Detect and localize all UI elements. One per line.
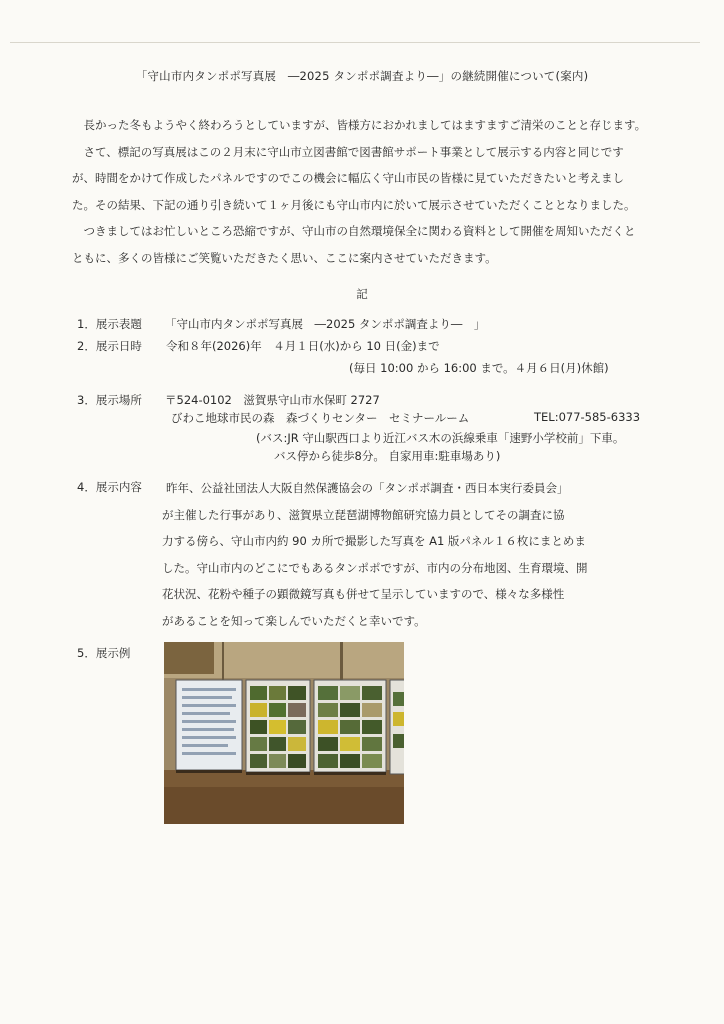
item4-line: 力する傍ら、守山市内約 90 カ所で撮影した写真を A1 版パネル１６枚にまとめま [162,534,586,548]
item4-line: した。守山市内のどこにでもあるタンポポですが、市内の分布地図、生育環境、開 [162,560,588,575]
item3-access-1: (バス:JR 守山駅西口より近江バス木の浜線乗車「速野小学校前」下車。 [256,431,625,445]
item3-postal: 〒524-0102 滋賀県守山市水保町 2727 [165,393,380,407]
item4-line: 昨年、公益社団法人大阪自然保護協会の「タンポポ調査・西日本実行委員会」 [166,481,569,495]
ki-heading: 記 [356,287,368,301]
item4-paragraph [152,475,652,634]
document-title: 「守山市内タンポポ写真展 ―2025 タンポポ調査より―」の継続開催について(案内) [135,69,589,83]
item5-label: 5．展示例 [77,646,131,660]
intro-paragraph [72,112,652,272]
intro-line: た。その結果、下記の通り引き続いて１ヶ月後にも守山市内に於いて展示させていただくこととなりました。 [72,197,636,212]
top-scan-line [10,42,700,43]
item4-line: があることを知って楽しんでいただくと幸いです。 [162,613,426,628]
intro-line: 長かった冬もようやく終わろうとしていますが、皆様方におかれましてはますますご清栄のことと存じます。 [83,118,647,132]
intro-line: つきましてはお忙しいところ恐縮ですが、守山市の自然環境保全に関わる資料として開催を周知いただくと [83,224,636,239]
item1-value: 「守山市内タンポポ写真展 ―2025 タンポポ調査より― 」 [165,317,486,331]
item4-line: が主催した行事があり、滋賀県立琵琶湖博物館研究協力員としてその調査に協 [162,507,565,522]
item4-line: 花状況、花粉や種子の顕微鏡写真も併せて呈示していますので、様々な多様性 [162,587,565,601]
intro-line: ともに、多くの皆様にご笑覧いただきたく思い、ここに案内させていただきます。 [72,250,497,265]
item2-note: (毎日 10:00 から 16:00 まで。４月６日(月)休館) [349,361,609,375]
item1-label: 1．展示表題 [77,317,142,331]
item3-tel: TEL:077-585-6333 [534,410,641,424]
item3-label: 3．展示場所 [77,393,142,407]
item2-value: 令和８年(2026)年 ４月１日(水)から 10 日(金)まで [166,339,440,353]
intro-line: が、時間をかけて作成したパネルですのでこの機会に幅広く守山市民の皆様に見ていただきたいと考えまし [72,171,624,186]
exhibition-example-photo [164,642,404,824]
item2-label: 2．展示日時 [77,339,142,353]
intro-line: さて、標記の写真展はこの２月末に守山市立図書館で図書館サポート事業として展示する内容と同じです [83,144,624,159]
item4-label: 4．展示内容 [77,480,142,494]
item3-access-2: バス停から徒歩8分。 自家用車:駐車場あり) [274,449,501,463]
item3-venue: びわこ地球市民の森 森づくりセンター セミナールーム [171,411,470,425]
